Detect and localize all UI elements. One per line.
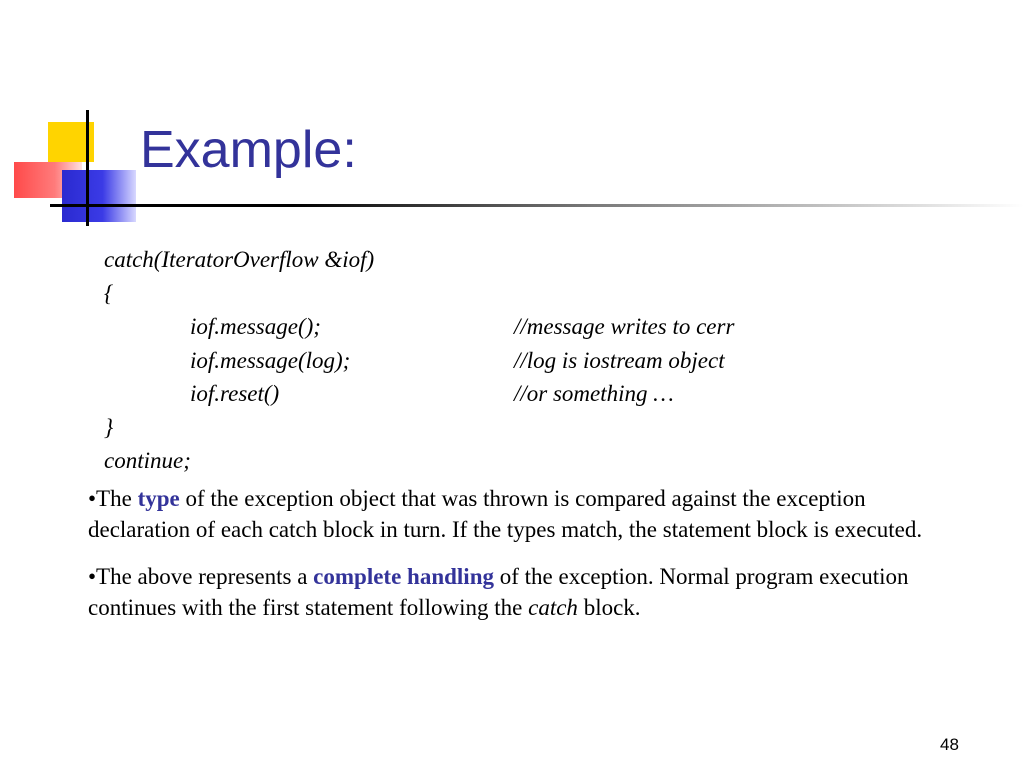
bullet-text: of the exception object that was thrown is compared against the exception declaration of each catch block in turn. If the types match, the statement block is executed.	[88, 486, 923, 542]
code-comment: //log is iostream object	[514, 347, 725, 373]
italic-text: catch	[528, 595, 578, 620]
code-comment: //or something …	[514, 381, 674, 406]
code-statement: iof.reset()	[190, 381, 280, 406]
code-line-catch: catch(IteratorOverflow &iof)	[104, 247, 375, 272]
code-line-continue: continue;	[104, 448, 191, 473]
code-close-brace: }	[104, 414, 114, 440]
code-comment: //message writes to cerr	[514, 314, 735, 339]
page-number: 48	[940, 735, 959, 754]
code-statement: iof.message(log);	[190, 347, 351, 373]
highlight-text: complete handling	[313, 564, 494, 589]
bullet-text: •The above represents a	[88, 564, 314, 589]
bullet-item-type	[88, 483, 948, 545]
code-open-brace: {	[104, 280, 114, 306]
vertical-rule	[86, 110, 89, 226]
code-statement-row	[104, 310, 735, 344]
slide-title: Example:	[140, 121, 357, 179]
title-underline-rule	[50, 204, 1024, 207]
code-statement: iof.message();	[190, 314, 321, 339]
blue-square-decoration	[62, 170, 136, 222]
bullet-text: of the exception. Normal program execution continues with the first statement following the	[88, 564, 909, 620]
code-statement-row	[104, 377, 674, 411]
bullet-item-complete-handling	[88, 561, 948, 623]
bullet-text: •The	[88, 486, 138, 511]
bullet-text: block.	[577, 595, 641, 620]
highlight-text: type	[137, 486, 180, 511]
code-block	[104, 243, 735, 478]
bullet-list	[88, 483, 948, 639]
code-statement-row	[104, 344, 725, 378]
